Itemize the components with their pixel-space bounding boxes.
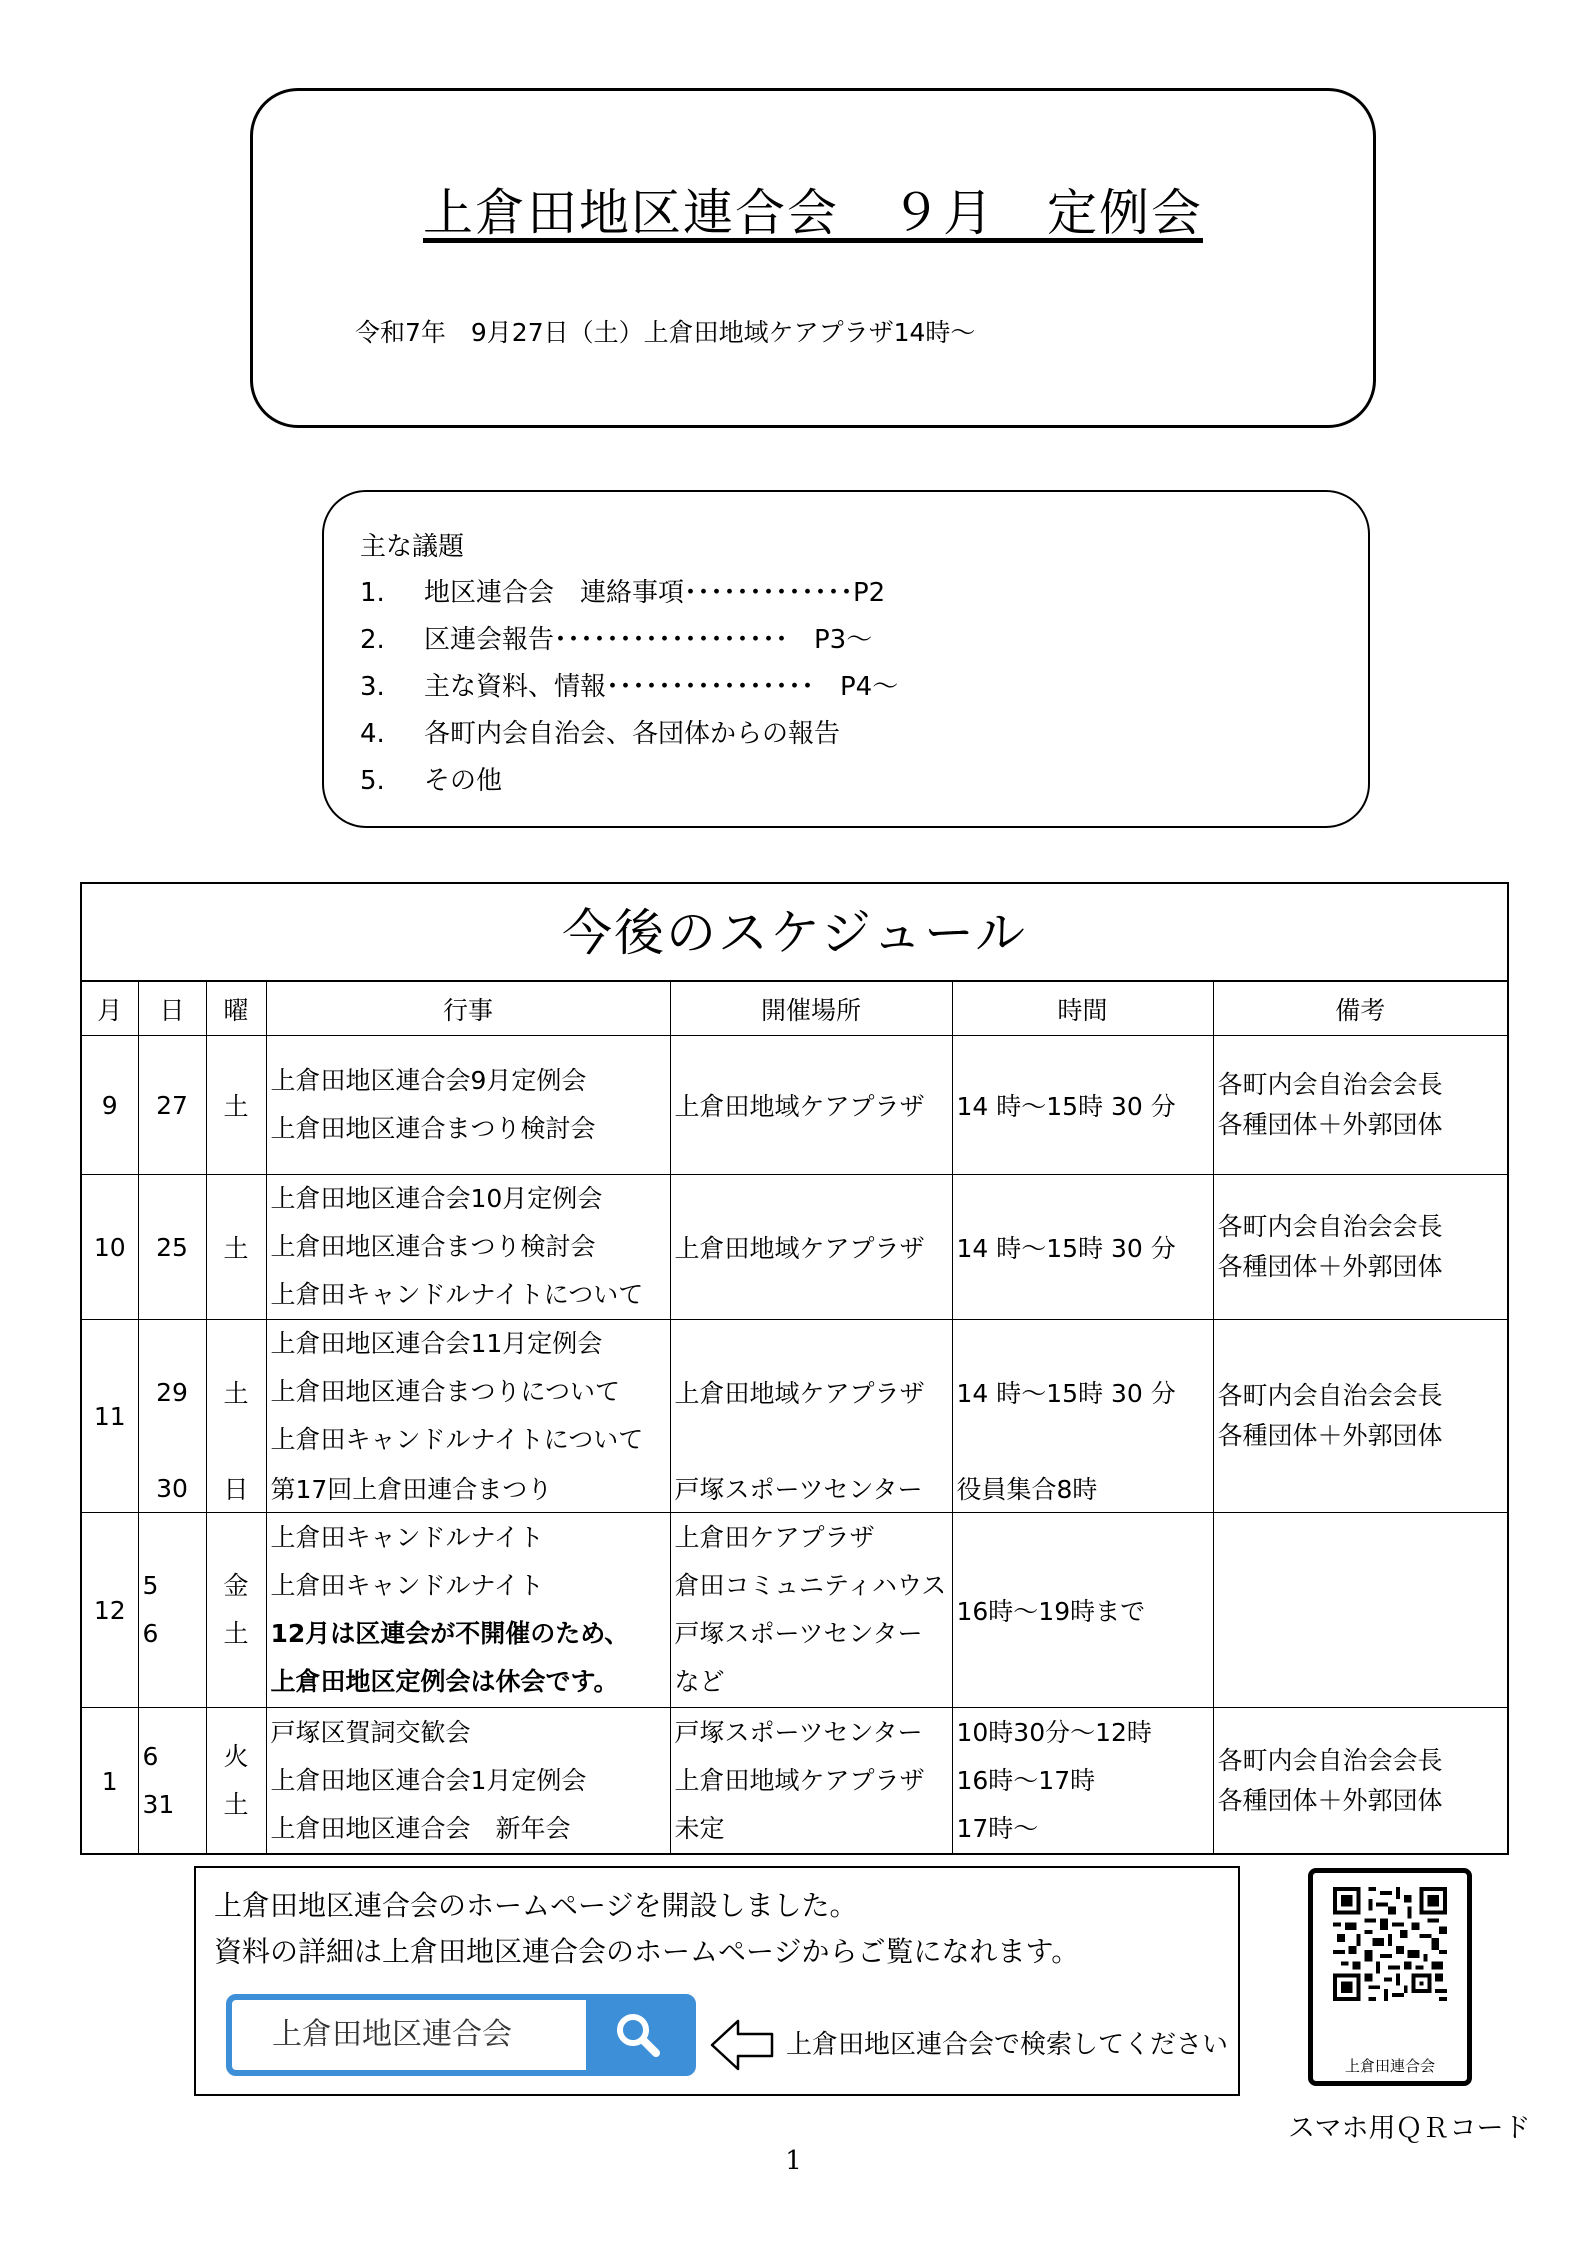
homepage-notice <box>194 1866 1240 2096</box>
search-hint: 上倉田地区連合会で検索してください <box>786 2030 1229 2060</box>
cell-place: 戸塚スポーツセンター <box>670 1465 952 1513</box>
qr-code-frame <box>1308 1868 1472 2086</box>
cell-day <box>138 1708 206 1855</box>
cell-day <box>138 1513 206 1708</box>
search-box-text: 上倉田地区連合会 <box>272 2017 512 2052</box>
cell-place: 上倉田地域ケアプラザ <box>670 1175 952 1320</box>
table-header-row <box>82 982 1507 1036</box>
cell-time: 14 時～15時 30 分 <box>952 1036 1213 1175</box>
cell-note <box>1213 1513 1507 1708</box>
cell-event <box>266 1513 670 1708</box>
agenda-item-text: 主な資料、情報････････････････ P4～ <box>424 672 899 702</box>
cell-weekday: 土 <box>206 1175 266 1320</box>
homepage-line-1: 上倉田地区連合会のホームページを開設しました。 <box>214 1889 858 1922</box>
event-line: 上倉田地区連合まつり検討会 <box>270 1232 596 1261</box>
header-day: 日 <box>138 982 206 1036</box>
event-line: 上倉田キャンドルナイトについて <box>270 1280 644 1309</box>
weekday-line: 土 <box>223 1790 249 1820</box>
cell-day: 30 <box>138 1465 206 1513</box>
search-box-illustration <box>226 1994 696 2076</box>
cell-time: 14 時～15時 30 分 <box>952 1320 1213 1465</box>
header-month: 月 <box>82 982 138 1036</box>
qr-label: 上倉田連合会 <box>1344 2057 1435 2075</box>
cell-event <box>266 1175 670 1320</box>
header-time: 時間 <box>952 982 1213 1036</box>
event-line: 上倉田キャンドルナイト <box>270 1523 544 1552</box>
cell-month: 9 <box>82 1036 138 1175</box>
agenda-item-text: 地区連合会 連絡事項･････････････P2 <box>424 578 886 608</box>
cell-event: 第17回上倉田連合まつり <box>266 1465 670 1513</box>
event-line: 上倉田キャンドルナイト <box>270 1571 544 1600</box>
day-line: 6 <box>142 1742 159 1772</box>
cell-note <box>1213 1708 1507 1855</box>
cell-place <box>670 1708 952 1855</box>
search-button <box>586 2000 690 2070</box>
day-line: 5 <box>142 1571 159 1600</box>
page-number: 1 <box>785 2146 802 2176</box>
agenda-item <box>360 617 898 664</box>
agenda-item <box>360 570 898 617</box>
weekday-line: 火 <box>223 1742 249 1772</box>
table-row <box>82 1513 1507 1708</box>
agenda-list <box>360 570 898 805</box>
place-line: 上倉田ケアプラザ <box>674 1523 875 1552</box>
table-row <box>82 1036 1507 1175</box>
place-line: 倉田コミュニティハウス <box>674 1571 947 1600</box>
place-line: 上倉田地域ケアプラザ <box>674 1766 925 1796</box>
cell-month: 12 <box>82 1513 138 1708</box>
cell-weekday <box>206 1708 266 1855</box>
agenda-item-text: その他 <box>424 766 503 796</box>
left-arrow-icon <box>710 2018 776 2072</box>
cell-day: 29 <box>138 1320 206 1465</box>
qr-caption: スマホ用ＱＲコード <box>1288 2113 1531 2144</box>
agenda-item <box>360 664 898 711</box>
cell-time: 14 時～15時 30 分 <box>952 1175 1213 1320</box>
header-place: 開催場所 <box>670 982 952 1036</box>
event-line: 上倉田地区連合会10月定例会 <box>270 1184 603 1213</box>
note-line: 各町内会自治会会長 <box>1217 1070 1443 1099</box>
cell-month: 11 <box>82 1320 138 1513</box>
agenda-box <box>322 490 1370 828</box>
meeting-datetime: 令和7年 9月27日（土）上倉田地域ケアプラザ14時～ <box>355 318 976 347</box>
cell-place <box>670 1513 952 1708</box>
place-line: 未定 <box>674 1814 725 1844</box>
cell-note <box>1213 1036 1507 1175</box>
note-line: 各種団体＋外郭団体 <box>1217 1786 1443 1816</box>
weekday-line: 土 <box>223 1619 249 1648</box>
cell-event <box>266 1708 670 1855</box>
agenda-item-number: 4. <box>360 719 385 749</box>
cell-time: 16時～19時まで <box>952 1513 1213 1708</box>
cell-weekday <box>206 1513 266 1708</box>
day-line: 6 <box>142 1619 159 1648</box>
schedule-table <box>82 982 1507 1855</box>
agenda-item-text: 各町内会自治会、各団体からの報告 <box>424 719 841 749</box>
schedule-section <box>80 882 1509 1855</box>
page-title: 上倉田地区連合会 ９月 定例会 <box>423 184 1203 242</box>
cell-event <box>266 1320 670 1465</box>
day-line: 31 <box>142 1790 175 1820</box>
cell-day: 27 <box>138 1036 206 1175</box>
qr-code <box>1333 1887 1447 2001</box>
cell-weekday: 土 <box>206 1036 266 1175</box>
event-line: 上倉田地区連合会1月定例会 <box>270 1766 587 1796</box>
note-line: 各種団体＋外郭団体 <box>1217 1110 1443 1139</box>
agenda-heading: 主な議題 <box>360 532 465 562</box>
place-line: 戸塚スポーツセンター <box>674 1718 923 1748</box>
closure-notice: 12月は区連会が不開催のため、 <box>270 1619 630 1648</box>
agenda-item <box>360 758 898 805</box>
event-line: 上倉田地区連合会9月定例会 <box>270 1066 587 1095</box>
cell-place: 上倉田地域ケアプラザ <box>670 1036 952 1175</box>
table-row <box>82 1320 1507 1465</box>
event-line: 戸塚区賀詞交歓会 <box>270 1718 471 1748</box>
agenda-item <box>360 711 898 758</box>
cell-month: 1 <box>82 1708 138 1855</box>
note-line: 各町内会自治会会長 <box>1217 1746 1443 1776</box>
search-icon <box>613 2010 663 2060</box>
cell-weekday: 土 <box>206 1320 266 1465</box>
weekday-line: 金 <box>223 1571 249 1600</box>
note-line: 各種団体＋外郭団体 <box>1217 1252 1443 1281</box>
agenda-item-number: 2. <box>360 625 385 655</box>
event-line: 上倉田キャンドルナイトについて <box>270 1425 644 1455</box>
note-line: 各町内会自治会会長 <box>1217 1381 1443 1410</box>
table-row <box>82 1175 1507 1320</box>
cell-note <box>1213 1175 1507 1320</box>
cell-place: 上倉田地域ケアプラザ <box>670 1320 952 1465</box>
time-line: 17時～ <box>956 1814 1039 1844</box>
agenda-item-text: 区連会報告･･････････････････ P3～ <box>424 625 873 655</box>
agenda-item-number: 1. <box>360 578 385 608</box>
event-line: 上倉田地区連合まつり検討会 <box>270 1114 596 1143</box>
place-line: 戸塚スポーツセンター <box>674 1619 923 1648</box>
time-line: 16時～17時 <box>956 1766 1096 1796</box>
header-weekday: 曜 <box>206 982 266 1036</box>
title-box <box>250 88 1376 428</box>
homepage-line-2: 資料の詳細は上倉田地区連合会のホームページからご覧になれます。 <box>214 1935 1080 1968</box>
event-line: 上倉田地区連合会 新年会 <box>270 1814 571 1844</box>
event-line: 上倉田地区連合会11月定例会 <box>270 1329 603 1359</box>
table-row <box>82 1708 1507 1855</box>
place-line: など <box>674 1667 725 1696</box>
cell-time: 役員集合8時 <box>952 1465 1213 1513</box>
cell-month: 10 <box>82 1175 138 1320</box>
cell-time <box>952 1708 1213 1855</box>
cell-weekday: 日 <box>206 1465 266 1513</box>
time-line: 10時30分～12時 <box>956 1718 1152 1748</box>
header-note: 備考 <box>1213 982 1507 1036</box>
note-line: 各種団体＋外郭団体 <box>1217 1421 1443 1450</box>
closure-notice: 上倉田地区定例会は休会です。 <box>270 1667 619 1696</box>
note-line: 各町内会自治会会長 <box>1217 1212 1443 1241</box>
agenda-item-number: 3. <box>360 672 385 702</box>
agenda-item-number: 5. <box>360 766 385 796</box>
event-line: 上倉田地区連合まつりについて <box>270 1377 621 1407</box>
schedule-title: 今後のスケジュール <box>82 884 1507 982</box>
header-event: 行事 <box>266 982 670 1036</box>
cell-note <box>1213 1320 1507 1513</box>
cell-event <box>266 1036 670 1175</box>
cell-day: 25 <box>138 1175 206 1320</box>
